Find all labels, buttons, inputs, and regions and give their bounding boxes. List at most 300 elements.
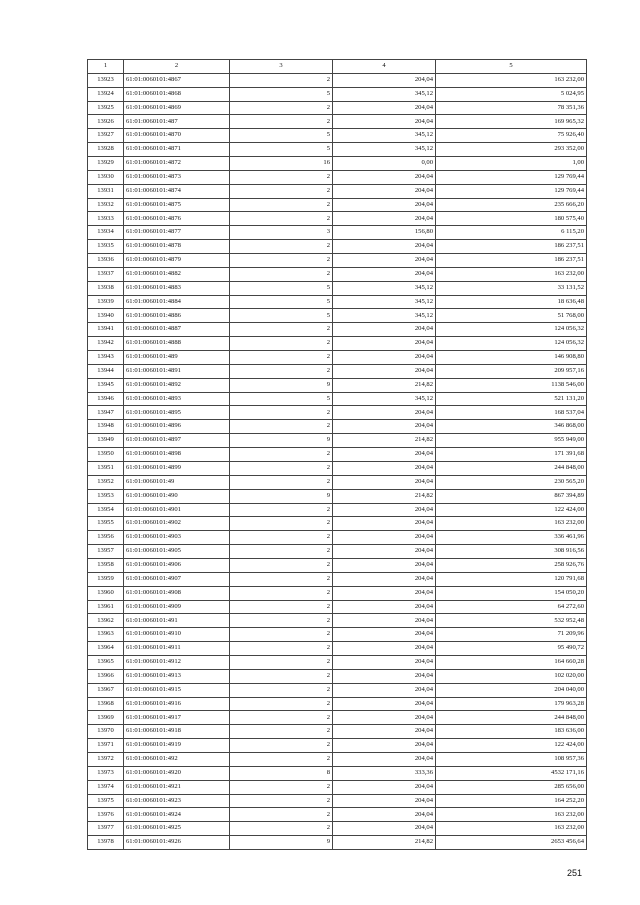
value-cell: 521 131,20 bbox=[436, 392, 587, 406]
table-row bbox=[88, 420, 587, 434]
table-row bbox=[88, 184, 587, 198]
column-header: 4 bbox=[333, 60, 436, 74]
column-header: 2 bbox=[124, 60, 230, 74]
cadastral-number-cell: 61:01:0060101:4899 bbox=[124, 461, 230, 475]
table-body bbox=[88, 73, 587, 849]
code-cell: 2 bbox=[230, 406, 333, 420]
row-number-cell: 13939 bbox=[88, 295, 124, 309]
table-row bbox=[88, 586, 587, 600]
row-number-cell: 13945 bbox=[88, 378, 124, 392]
rate-cell: 214,82 bbox=[333, 378, 436, 392]
row-number-cell: 13974 bbox=[88, 780, 124, 794]
value-cell: 163 232,00 bbox=[436, 267, 587, 281]
column-header: 5 bbox=[436, 60, 587, 74]
rate-cell: 204,04 bbox=[333, 406, 436, 420]
value-cell: 258 926,76 bbox=[436, 558, 587, 572]
rate-cell: 204,04 bbox=[333, 531, 436, 545]
rate-cell: 204,04 bbox=[333, 115, 436, 129]
row-number-cell: 13966 bbox=[88, 669, 124, 683]
cadastral-number-cell: 61:01:0060101:4910 bbox=[124, 628, 230, 642]
table-row bbox=[88, 655, 587, 669]
row-number-cell: 13976 bbox=[88, 808, 124, 822]
table-row bbox=[88, 378, 587, 392]
cadastral-number-cell: 61:01:0060101:4913 bbox=[124, 669, 230, 683]
row-number-cell: 13931 bbox=[88, 184, 124, 198]
value-cell: 168 537,04 bbox=[436, 406, 587, 420]
code-cell: 2 bbox=[230, 517, 333, 531]
code-cell: 9 bbox=[230, 434, 333, 448]
code-cell: 5 bbox=[230, 295, 333, 309]
cadastral-number-cell: 61:01:0060101:4925 bbox=[124, 822, 230, 836]
code-cell: 2 bbox=[230, 808, 333, 822]
cadastral-number-cell: 61:01:0060101:4882 bbox=[124, 267, 230, 281]
cadastral-number-cell: 61:01:0060101:4875 bbox=[124, 198, 230, 212]
value-cell: 64 272,60 bbox=[436, 600, 587, 614]
table-row bbox=[88, 115, 587, 129]
value-cell: 108 957,36 bbox=[436, 752, 587, 766]
rate-cell: 204,04 bbox=[333, 323, 436, 337]
value-cell: 169 965,32 bbox=[436, 115, 587, 129]
table-row bbox=[88, 73, 587, 87]
value-cell: 120 791,68 bbox=[436, 572, 587, 586]
table-row bbox=[88, 752, 587, 766]
rate-cell: 204,04 bbox=[333, 475, 436, 489]
value-cell: 2653 456,64 bbox=[436, 836, 587, 850]
table-row bbox=[88, 323, 587, 337]
table-row bbox=[88, 489, 587, 503]
table-row bbox=[88, 794, 587, 808]
rate-cell: 204,04 bbox=[333, 254, 436, 268]
rate-cell: 156,80 bbox=[333, 226, 436, 240]
row-number-cell: 13961 bbox=[88, 600, 124, 614]
code-cell: 2 bbox=[230, 572, 333, 586]
value-cell: 163 232,00 bbox=[436, 822, 587, 836]
table-row bbox=[88, 642, 587, 656]
cadastral-number-cell: 61:01:0060101:4916 bbox=[124, 697, 230, 711]
row-number-cell: 13960 bbox=[88, 586, 124, 600]
table-row bbox=[88, 254, 587, 268]
cadastral-number-cell: 61:01:0060101:4872 bbox=[124, 157, 230, 171]
rate-cell: 204,04 bbox=[333, 420, 436, 434]
rate-cell: 345,12 bbox=[333, 392, 436, 406]
table-row bbox=[88, 212, 587, 226]
row-number-cell: 13932 bbox=[88, 198, 124, 212]
row-number-cell: 13946 bbox=[88, 392, 124, 406]
code-cell: 2 bbox=[230, 115, 333, 129]
table-row bbox=[88, 669, 587, 683]
cadastral-number-cell: 61:01:0060101:4877 bbox=[124, 226, 230, 240]
rate-cell: 204,04 bbox=[333, 364, 436, 378]
table-row bbox=[88, 808, 587, 822]
table-row bbox=[88, 170, 587, 184]
row-number-cell: 13964 bbox=[88, 642, 124, 656]
code-cell: 2 bbox=[230, 351, 333, 365]
row-number-cell: 13937 bbox=[88, 267, 124, 281]
rate-cell: 204,04 bbox=[333, 545, 436, 559]
table-row bbox=[88, 600, 587, 614]
rate-cell: 204,04 bbox=[333, 655, 436, 669]
row-number-cell: 13957 bbox=[88, 545, 124, 559]
rate-cell: 204,04 bbox=[333, 697, 436, 711]
cadastral-number-cell: 61:01:0060101:4912 bbox=[124, 655, 230, 669]
table-row bbox=[88, 267, 587, 281]
cadastral-number-cell: 61:01:0060101:4907 bbox=[124, 572, 230, 586]
row-number-cell: 13959 bbox=[88, 572, 124, 586]
row-number-cell: 13925 bbox=[88, 101, 124, 115]
code-cell: 5 bbox=[230, 309, 333, 323]
value-cell: 336 461,96 bbox=[436, 531, 587, 545]
code-cell: 2 bbox=[230, 822, 333, 836]
value-cell: 183 636,00 bbox=[436, 725, 587, 739]
row-number-cell: 13930 bbox=[88, 170, 124, 184]
row-number-cell: 13949 bbox=[88, 434, 124, 448]
cadastral-number-cell: 61:01:0060101:4898 bbox=[124, 448, 230, 462]
row-number-cell: 13951 bbox=[88, 461, 124, 475]
code-cell: 2 bbox=[230, 628, 333, 642]
cadastral-number-cell: 61:01:0060101:4918 bbox=[124, 725, 230, 739]
table-row bbox=[88, 531, 587, 545]
table-row bbox=[88, 711, 587, 725]
table-row bbox=[88, 295, 587, 309]
row-number-cell: 13955 bbox=[88, 517, 124, 531]
code-cell: 2 bbox=[230, 600, 333, 614]
table-row bbox=[88, 351, 587, 365]
rate-cell: 214,82 bbox=[333, 489, 436, 503]
code-cell: 5 bbox=[230, 87, 333, 101]
rate-cell: 204,04 bbox=[333, 461, 436, 475]
rate-cell: 0,00 bbox=[333, 157, 436, 171]
code-cell: 2 bbox=[230, 531, 333, 545]
cadastral-number-cell: 61:01:0060101:4895 bbox=[124, 406, 230, 420]
table-row bbox=[88, 87, 587, 101]
code-cell: 2 bbox=[230, 794, 333, 808]
value-cell: 209 957,16 bbox=[436, 364, 587, 378]
value-cell: 71 209,96 bbox=[436, 628, 587, 642]
value-cell: 163 232,00 bbox=[436, 517, 587, 531]
code-cell: 2 bbox=[230, 448, 333, 462]
row-number-cell: 13977 bbox=[88, 822, 124, 836]
code-cell: 5 bbox=[230, 392, 333, 406]
code-cell: 2 bbox=[230, 184, 333, 198]
table-row bbox=[88, 822, 587, 836]
table-row bbox=[88, 406, 587, 420]
value-cell: 532 952,48 bbox=[436, 614, 587, 628]
code-cell: 2 bbox=[230, 254, 333, 268]
rate-cell: 204,04 bbox=[333, 517, 436, 531]
rate-cell: 204,04 bbox=[333, 628, 436, 642]
row-number-cell: 13967 bbox=[88, 683, 124, 697]
row-number-cell: 13927 bbox=[88, 129, 124, 143]
row-number-cell: 13965 bbox=[88, 655, 124, 669]
table-row bbox=[88, 392, 587, 406]
code-cell: 5 bbox=[230, 129, 333, 143]
rate-cell: 204,04 bbox=[333, 739, 436, 753]
row-number-cell: 13942 bbox=[88, 337, 124, 351]
cadastral-number-cell: 61:01:0060101:4871 bbox=[124, 143, 230, 157]
table-row bbox=[88, 780, 587, 794]
row-number-cell: 13940 bbox=[88, 309, 124, 323]
cadastral-number-cell: 61:01:0060101:4917 bbox=[124, 711, 230, 725]
code-cell: 2 bbox=[230, 337, 333, 351]
cadastral-number-cell: 61:01:0060101:49 bbox=[124, 475, 230, 489]
column-header: 3 bbox=[230, 60, 333, 74]
rate-cell: 204,04 bbox=[333, 822, 436, 836]
row-number-cell: 13975 bbox=[88, 794, 124, 808]
cadastral-number-cell: 61:01:0060101:4909 bbox=[124, 600, 230, 614]
cadastral-number-cell: 61:01:0060101:4873 bbox=[124, 170, 230, 184]
table-row bbox=[88, 226, 587, 240]
code-cell: 2 bbox=[230, 683, 333, 697]
row-number-cell: 13929 bbox=[88, 157, 124, 171]
value-cell: 4532 171,16 bbox=[436, 766, 587, 780]
cadastral-number-cell: 61:01:0060101:4887 bbox=[124, 323, 230, 337]
table-row bbox=[88, 766, 587, 780]
value-cell: 164 660,28 bbox=[436, 655, 587, 669]
cadastral-number-cell: 61:01:0060101:4868 bbox=[124, 87, 230, 101]
value-cell: 293 352,00 bbox=[436, 143, 587, 157]
cadastral-number-cell: 61:01:0060101:4888 bbox=[124, 337, 230, 351]
table-row bbox=[88, 503, 587, 517]
cadastral-number-cell: 61:01:0060101:4886 bbox=[124, 309, 230, 323]
row-number-cell: 13923 bbox=[88, 73, 124, 87]
cadastral-number-cell: 61:01:0060101:4915 bbox=[124, 683, 230, 697]
value-cell: 285 656,00 bbox=[436, 780, 587, 794]
code-cell: 2 bbox=[230, 711, 333, 725]
table-row bbox=[88, 129, 587, 143]
code-cell: 9 bbox=[230, 836, 333, 850]
rate-cell: 204,04 bbox=[333, 683, 436, 697]
code-cell: 8 bbox=[230, 766, 333, 780]
row-number-cell: 13952 bbox=[88, 475, 124, 489]
code-cell: 2 bbox=[230, 364, 333, 378]
table-row bbox=[88, 739, 587, 753]
table-row bbox=[88, 434, 587, 448]
table-row bbox=[88, 198, 587, 212]
value-cell: 129 769,44 bbox=[436, 184, 587, 198]
cadastral-number-cell: 61:01:0060101:4921 bbox=[124, 780, 230, 794]
rate-cell: 345,12 bbox=[333, 295, 436, 309]
code-cell: 3 bbox=[230, 226, 333, 240]
value-cell: 180 575,40 bbox=[436, 212, 587, 226]
table-row bbox=[88, 614, 587, 628]
row-number-cell: 13953 bbox=[88, 489, 124, 503]
table-row bbox=[88, 143, 587, 157]
table-row bbox=[88, 337, 587, 351]
rate-cell: 204,04 bbox=[333, 337, 436, 351]
value-cell: 244 848,00 bbox=[436, 711, 587, 725]
rate-cell: 204,04 bbox=[333, 448, 436, 462]
code-cell: 2 bbox=[230, 170, 333, 184]
rate-cell: 204,04 bbox=[333, 503, 436, 517]
rate-cell: 204,04 bbox=[333, 642, 436, 656]
table-row bbox=[88, 364, 587, 378]
rate-cell: 204,04 bbox=[333, 558, 436, 572]
cadastral-number-cell: 61:01:0060101:4903 bbox=[124, 531, 230, 545]
value-cell: 122 424,00 bbox=[436, 739, 587, 753]
value-cell: 163 232,00 bbox=[436, 73, 587, 87]
rate-cell: 204,04 bbox=[333, 808, 436, 822]
value-cell: 179 963,28 bbox=[436, 697, 587, 711]
cadastral-number-cell: 61:01:0060101:4869 bbox=[124, 101, 230, 115]
code-cell: 2 bbox=[230, 725, 333, 739]
row-number-cell: 13947 bbox=[88, 406, 124, 420]
cadastral-number-cell: 61:01:0060101:4926 bbox=[124, 836, 230, 850]
value-cell: 955 949,00 bbox=[436, 434, 587, 448]
column-header: 1 bbox=[88, 60, 124, 74]
cadastral-number-cell: 61:01:0060101:490 bbox=[124, 489, 230, 503]
value-cell: 204 040,00 bbox=[436, 683, 587, 697]
rate-cell: 204,04 bbox=[333, 752, 436, 766]
code-cell: 5 bbox=[230, 143, 333, 157]
cadastral-number-cell: 61:01:0060101:4906 bbox=[124, 558, 230, 572]
row-number-cell: 13956 bbox=[88, 531, 124, 545]
cadastral-number-cell: 61:01:0060101:4870 bbox=[124, 129, 230, 143]
value-cell: 163 232,00 bbox=[436, 808, 587, 822]
cadastral-number-cell: 61:01:0060101:4891 bbox=[124, 364, 230, 378]
table-row bbox=[88, 558, 587, 572]
table-row bbox=[88, 836, 587, 850]
cadastral-number-cell: 61:01:0060101:4905 bbox=[124, 545, 230, 559]
table-row bbox=[88, 309, 587, 323]
code-cell: 16 bbox=[230, 157, 333, 171]
cadastral-number-cell: 61:01:0060101:4874 bbox=[124, 184, 230, 198]
table-row bbox=[88, 157, 587, 171]
rate-cell: 204,04 bbox=[333, 351, 436, 365]
table-row bbox=[88, 725, 587, 739]
cadastral-number-cell: 61:01:0060101:491 bbox=[124, 614, 230, 628]
code-cell: 2 bbox=[230, 323, 333, 337]
row-number-cell: 13934 bbox=[88, 226, 124, 240]
value-cell: 102 020,00 bbox=[436, 669, 587, 683]
value-cell: 867 394,89 bbox=[436, 489, 587, 503]
table-row bbox=[88, 517, 587, 531]
value-cell: 346 868,00 bbox=[436, 420, 587, 434]
cadastral-number-cell: 61:01:0060101:4896 bbox=[124, 420, 230, 434]
cadastral-number-cell: 61:01:0060101:4878 bbox=[124, 240, 230, 254]
code-cell: 2 bbox=[230, 655, 333, 669]
value-cell: 78 351,36 bbox=[436, 101, 587, 115]
rate-cell: 204,04 bbox=[333, 725, 436, 739]
value-cell: 6 115,20 bbox=[436, 226, 587, 240]
value-cell: 95 490,72 bbox=[436, 642, 587, 656]
cadastral-number-cell: 61:01:0060101:4867 bbox=[124, 73, 230, 87]
page-number: 251 bbox=[567, 868, 583, 878]
rate-cell: 345,12 bbox=[333, 87, 436, 101]
value-cell: 154 050,20 bbox=[436, 586, 587, 600]
row-number-cell: 13936 bbox=[88, 254, 124, 268]
value-cell: 308 916,56 bbox=[436, 545, 587, 559]
rate-cell: 204,04 bbox=[333, 711, 436, 725]
row-number-cell: 13933 bbox=[88, 212, 124, 226]
value-cell: 5 024,95 bbox=[436, 87, 587, 101]
row-number-cell: 13978 bbox=[88, 836, 124, 850]
table-row bbox=[88, 101, 587, 115]
rate-cell: 204,04 bbox=[333, 572, 436, 586]
value-cell: 186 237,51 bbox=[436, 240, 587, 254]
cadastral-number-cell: 61:01:0060101:4893 bbox=[124, 392, 230, 406]
cadastral-number-cell: 61:01:0060101:4923 bbox=[124, 794, 230, 808]
cadastral-number-cell: 61:01:0060101:4902 bbox=[124, 517, 230, 531]
value-cell: 235 666,20 bbox=[436, 198, 587, 212]
value-cell: 124 056,32 bbox=[436, 323, 587, 337]
rate-cell: 345,12 bbox=[333, 143, 436, 157]
code-cell: 2 bbox=[230, 780, 333, 794]
code-cell: 2 bbox=[230, 545, 333, 559]
row-number-cell: 13958 bbox=[88, 558, 124, 572]
code-cell: 2 bbox=[230, 558, 333, 572]
rate-cell: 204,04 bbox=[333, 794, 436, 808]
cadastral-number-cell: 61:01:0060101:4901 bbox=[124, 503, 230, 517]
cadastral-number-cell: 61:01:0060101:4876 bbox=[124, 212, 230, 226]
table-row bbox=[88, 628, 587, 642]
table-row bbox=[88, 461, 587, 475]
code-cell: 2 bbox=[230, 198, 333, 212]
value-cell: 171 391,68 bbox=[436, 448, 587, 462]
table-row bbox=[88, 545, 587, 559]
rate-cell: 333,36 bbox=[333, 766, 436, 780]
cadastral-number-cell: 61:01:0060101:4883 bbox=[124, 281, 230, 295]
cadastral-number-cell: 61:01:0060101:4911 bbox=[124, 642, 230, 656]
value-cell: 1,00 bbox=[436, 157, 587, 171]
rate-cell: 204,04 bbox=[333, 101, 436, 115]
code-cell: 2 bbox=[230, 420, 333, 434]
row-number-cell: 13944 bbox=[88, 364, 124, 378]
row-number-cell: 13963 bbox=[88, 628, 124, 642]
table-row bbox=[88, 448, 587, 462]
code-cell: 2 bbox=[230, 240, 333, 254]
rate-cell: 204,04 bbox=[333, 73, 436, 87]
rate-cell: 204,04 bbox=[333, 600, 436, 614]
code-cell: 2 bbox=[230, 669, 333, 683]
code-cell: 2 bbox=[230, 461, 333, 475]
cadastral-number-cell: 61:01:0060101:4892 bbox=[124, 378, 230, 392]
value-cell: 75 926,40 bbox=[436, 129, 587, 143]
code-cell: 2 bbox=[230, 475, 333, 489]
row-number-cell: 13970 bbox=[88, 725, 124, 739]
value-cell: 146 908,80 bbox=[436, 351, 587, 365]
cadastral-number-cell: 61:01:0060101:489 bbox=[124, 351, 230, 365]
value-cell: 1138 546,00 bbox=[436, 378, 587, 392]
value-cell: 129 769,44 bbox=[436, 170, 587, 184]
value-cell: 164 252,20 bbox=[436, 794, 587, 808]
cadastral-number-cell: 61:01:0060101:4884 bbox=[124, 295, 230, 309]
cadastral-number-cell: 61:01:0060101:4919 bbox=[124, 739, 230, 753]
table-row bbox=[88, 697, 587, 711]
code-cell: 2 bbox=[230, 101, 333, 115]
table-row bbox=[88, 572, 587, 586]
row-number-cell: 13971 bbox=[88, 739, 124, 753]
row-number-cell: 13943 bbox=[88, 351, 124, 365]
rate-cell: 214,82 bbox=[333, 836, 436, 850]
rate-cell: 345,12 bbox=[333, 309, 436, 323]
cadastral-number-cell: 61:01:0060101:4924 bbox=[124, 808, 230, 822]
cadastral-number-cell: 61:01:0060101:4908 bbox=[124, 586, 230, 600]
code-cell: 2 bbox=[230, 267, 333, 281]
code-cell: 2 bbox=[230, 73, 333, 87]
row-number-cell: 13954 bbox=[88, 503, 124, 517]
value-cell: 122 424,00 bbox=[436, 503, 587, 517]
rate-cell: 204,04 bbox=[333, 614, 436, 628]
code-cell: 2 bbox=[230, 752, 333, 766]
code-cell: 2 bbox=[230, 739, 333, 753]
rate-cell: 204,04 bbox=[333, 669, 436, 683]
row-number-cell: 13973 bbox=[88, 766, 124, 780]
value-cell: 186 237,51 bbox=[436, 254, 587, 268]
rate-cell: 204,04 bbox=[333, 267, 436, 281]
row-number-cell: 13948 bbox=[88, 420, 124, 434]
value-cell: 124 056,32 bbox=[436, 337, 587, 351]
cadastral-number-cell: 61:01:0060101:4879 bbox=[124, 254, 230, 268]
